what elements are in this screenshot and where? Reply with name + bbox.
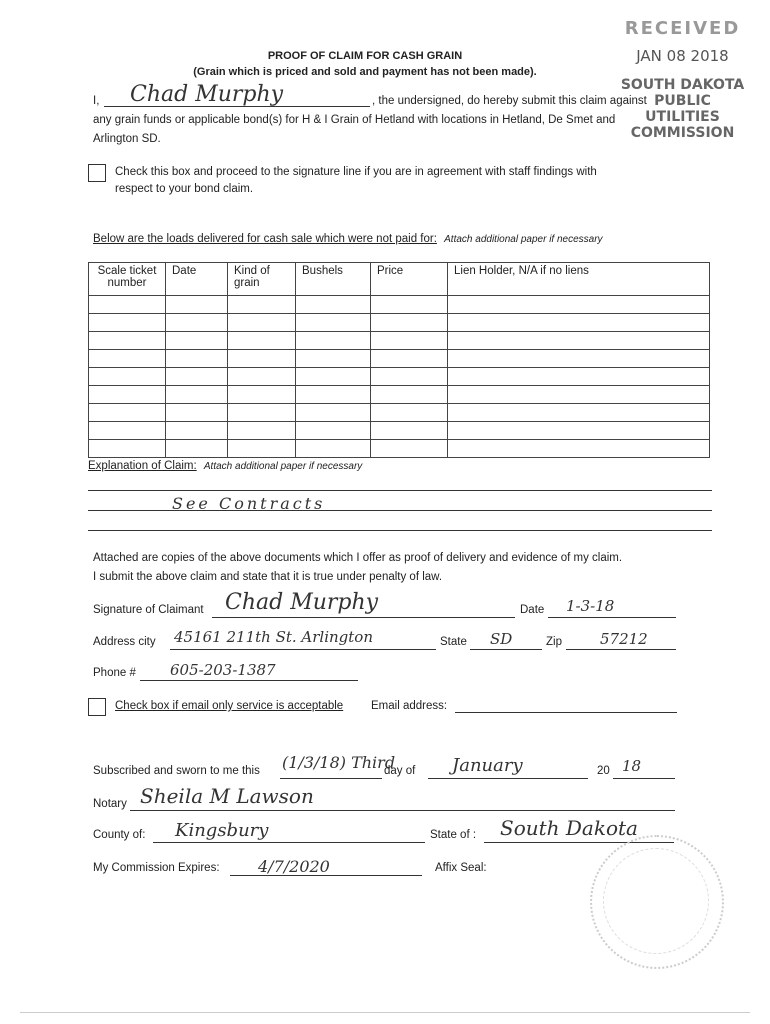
received-stamp-date: JAN 08 2018: [636, 47, 729, 65]
zip-label: Zip: [546, 636, 562, 648]
sworn-label: Subscribed and sworn to me this: [93, 765, 260, 777]
loads-heading-note: Attach additional paper if necessary: [444, 234, 603, 245]
table-row: [89, 314, 710, 332]
claimant-name: Chad Murphy: [130, 82, 284, 107]
state-of-value[interactable]: South Dakota: [500, 816, 638, 840]
loads-heading: [93, 233, 603, 245]
county-value[interactable]: Kingsbury: [175, 820, 269, 841]
table-row: [89, 368, 710, 386]
table-row: [89, 386, 710, 404]
form-title: PROOF OF CLAIM FOR CASH GRAIN: [267, 50, 463, 62]
address-label: Address city: [93, 636, 156, 648]
county-label: County of:: [93, 829, 146, 841]
email-only-label: Check box if email only service is acceptable: [115, 700, 344, 712]
column-date: Date: [166, 263, 228, 296]
notary-signature[interactable]: Sheila M Lawson: [140, 784, 314, 808]
received-stamp-title: RECEIVED: [624, 18, 741, 39]
loads-table: [88, 262, 710, 458]
signature-date[interactable]: 1-3-18: [566, 597, 615, 615]
agreement-checkbox[interactable]: [88, 164, 106, 182]
table-row: [89, 440, 710, 458]
received-stamp-line1: SOUTH DAKOTA PUBLIC: [620, 77, 745, 109]
received-stamp: [600, 18, 765, 141]
expires-label: My Commission Expires:: [93, 862, 220, 874]
address-value[interactable]: 45161 211th St. Arlington: [174, 628, 373, 646]
intro-prefix: I,: [93, 95, 100, 107]
state-of-label-text: State of :: [430, 829, 477, 841]
explanation-note: Attach additional paper if necessary: [203, 461, 363, 472]
loads-heading-text: Below are the loads delivered for cash sale which were not paid for:: [93, 233, 437, 245]
state-value[interactable]: SD: [490, 630, 513, 648]
day-of-label: day of: [384, 765, 416, 777]
year-prefix: 20: [597, 765, 610, 777]
table-row: [89, 296, 710, 314]
zip-value[interactable]: 57212: [600, 630, 648, 648]
sworn-value[interactable]: (1/3/18) Third: [282, 753, 396, 772]
date-label: Date: [520, 604, 545, 616]
column-price: Price: [371, 263, 448, 296]
sworn-month[interactable]: January: [452, 755, 523, 776]
email-only-checkbox[interactable]: [88, 698, 106, 716]
loads-table-header: [89, 263, 710, 296]
phone-value[interactable]: 605-203-1387: [170, 661, 276, 679]
table-row: [89, 350, 710, 368]
claimant-signature[interactable]: Chad Murphy: [225, 590, 379, 615]
column-scale-ticket: Scale ticket number: [89, 263, 166, 296]
intro-text3: Arlington SD.: [93, 133, 161, 145]
explanation-value[interactable]: See Contracts: [172, 494, 326, 513]
column-kind-of-grain: Kind of grain: [228, 263, 296, 296]
attest-line2: I submit the above claim and state that it is true under penalty of law.: [93, 571, 443, 583]
agreement-text-line1: Check this box and proceed to the signature line if you are in agreement with staff findings with: [115, 166, 597, 178]
table-row: [89, 422, 710, 440]
attest-line1: Attached are copies of the above documents which I offer as proof of delivery and evidence of my claim.: [93, 552, 623, 564]
affix-seal-label: Affix Seal:: [435, 862, 487, 874]
notary-label: Notary: [93, 798, 127, 810]
signature-label: Signature of Claimant: [93, 604, 204, 616]
column-bushels: Bushels: [296, 263, 371, 296]
state-label: State: [440, 636, 467, 648]
explanation-label-row: [88, 460, 362, 472]
notary-seal-inner: [603, 848, 709, 954]
form-subtitle: (Grain which is priced and sold and payment has not been made).: [193, 66, 537, 78]
received-stamp-line2: UTILITIES COMMISSION: [630, 109, 735, 141]
agreement-text-line2: respect to your bond claim.: [115, 183, 254, 195]
intro-text1: , the undersigned, do hereby submit this claim against: [372, 95, 647, 107]
explanation-label: Explanation of Claim:: [88, 460, 197, 472]
email-label: Email address:: [371, 700, 448, 712]
phone-label: Phone #: [93, 667, 136, 679]
column-lien-holder: Lien Holder, N/A if no liens: [448, 263, 710, 296]
sworn-year[interactable]: 18: [622, 757, 642, 775]
table-row: [89, 332, 710, 350]
table-row: [89, 404, 710, 422]
intro-text2: any grain funds or applicable bond(s) for H & I Grain of Hetland with locations in Hetland, De Smet and: [93, 114, 616, 126]
expires-value[interactable]: 4/7/2020: [258, 857, 330, 876]
